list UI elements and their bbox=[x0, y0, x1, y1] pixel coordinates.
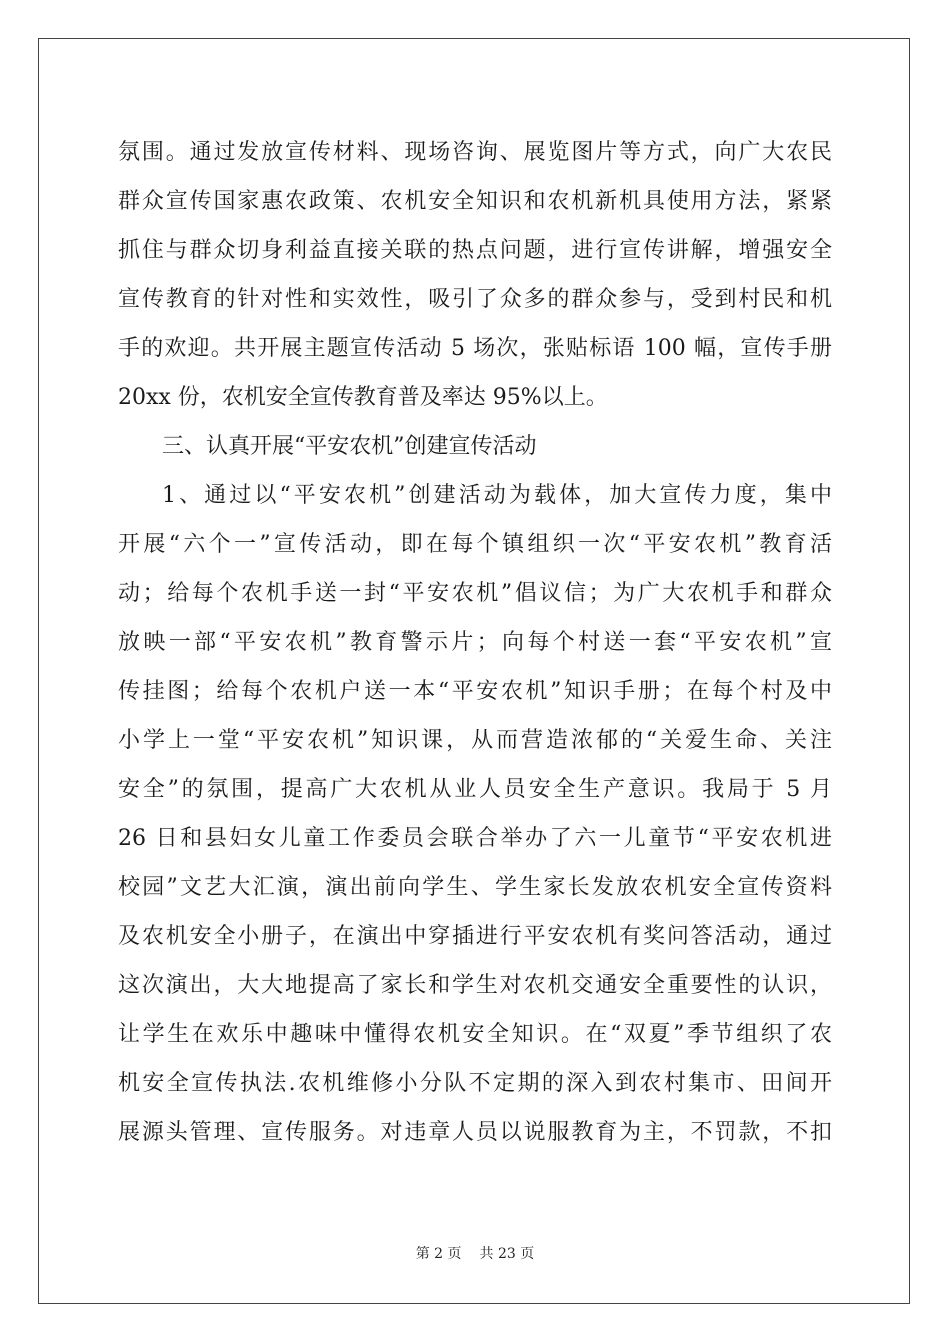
text-line: 20xx 份，农机安全宣传教育普及率达 95%以上。 bbox=[118, 385, 608, 410]
section-heading: 三、认真开展“平安农机”创建宣传活动 bbox=[162, 434, 537, 459]
text-line: 这次演出，大大地提高了家长和学生对农机交通安全重要性的认识， bbox=[118, 973, 832, 998]
text-line: 宣传教育的针对性和实效性，吸引了众多的群众参与，受到村民和机 bbox=[118, 287, 832, 312]
page-footer bbox=[0, 1243, 950, 1263]
text-line: 机安全宣传执法.农机维修小分队不定期的深入到农村集市、田间开 bbox=[118, 1071, 832, 1096]
text-line: 开展“六个一”宣传活动，即在每个镇组织一次“平安农机”教育活 bbox=[118, 532, 832, 557]
text-line: 小学上一堂“平安农机”知识课，从而营造浓郁的“关爱生命、关注 bbox=[118, 728, 832, 753]
text-line: 及农机安全小册子，在演出中穿插进行平安农机有奖问答活动，通过 bbox=[118, 924, 832, 949]
text-line: 1、通过以“平安农机”创建活动为载体，加大宣传力度，集中 bbox=[162, 483, 832, 508]
text-line: 传挂图；给每个农机户送一本“平安农机”知识手册；在每个村及中 bbox=[118, 679, 832, 704]
document-body bbox=[118, 128, 832, 1157]
text-line: 放映一部“平安农机”教育警示片；向每个村送一套“平安农机”宣 bbox=[118, 630, 832, 655]
text-line: 氛围。通过发放宣传材料、现场咨询、展览图片等方式，向广大农民 bbox=[118, 140, 832, 165]
text-line: 手的欢迎。共开展主题宣传活动 5 场次，张贴标语 100 幅，宣传手册 bbox=[118, 336, 832, 361]
page-number-total: 共 23 页 bbox=[479, 1246, 535, 1262]
text-line: 校园”文艺大汇演，演出前向学生、学生家长发放农机安全宣传资料 bbox=[118, 875, 832, 900]
text-line: 抓住与群众切身利益直接关联的热点问题，进行宣传讲解，增强安全 bbox=[118, 238, 832, 263]
text-line: 让学生在欢乐中趣味中懂得农机安全知识。在“双夏”季节组织了农 bbox=[118, 1022, 832, 1047]
text-line: 26 日和县妇女儿童工作委员会联合举办了六一儿童节“平安农机进 bbox=[118, 826, 832, 851]
text-line: 群众宣传国家惠农政策、农机安全知识和农机新机具使用方法，紧紧 bbox=[118, 189, 832, 214]
text-line: 展源头管理、宣传服务。对违章人员以说服教育为主，不罚款，不扣 bbox=[118, 1120, 832, 1145]
text-line: 动；给每个农机手送一封“平安农机”倡议信；为广大农机手和群众 bbox=[118, 581, 832, 606]
text-line: 安全”的氛围，提高广大农机从业人员安全生产意识。我局于 5 月 bbox=[118, 777, 832, 802]
page-number-current: 第 2 页 bbox=[415, 1246, 462, 1262]
